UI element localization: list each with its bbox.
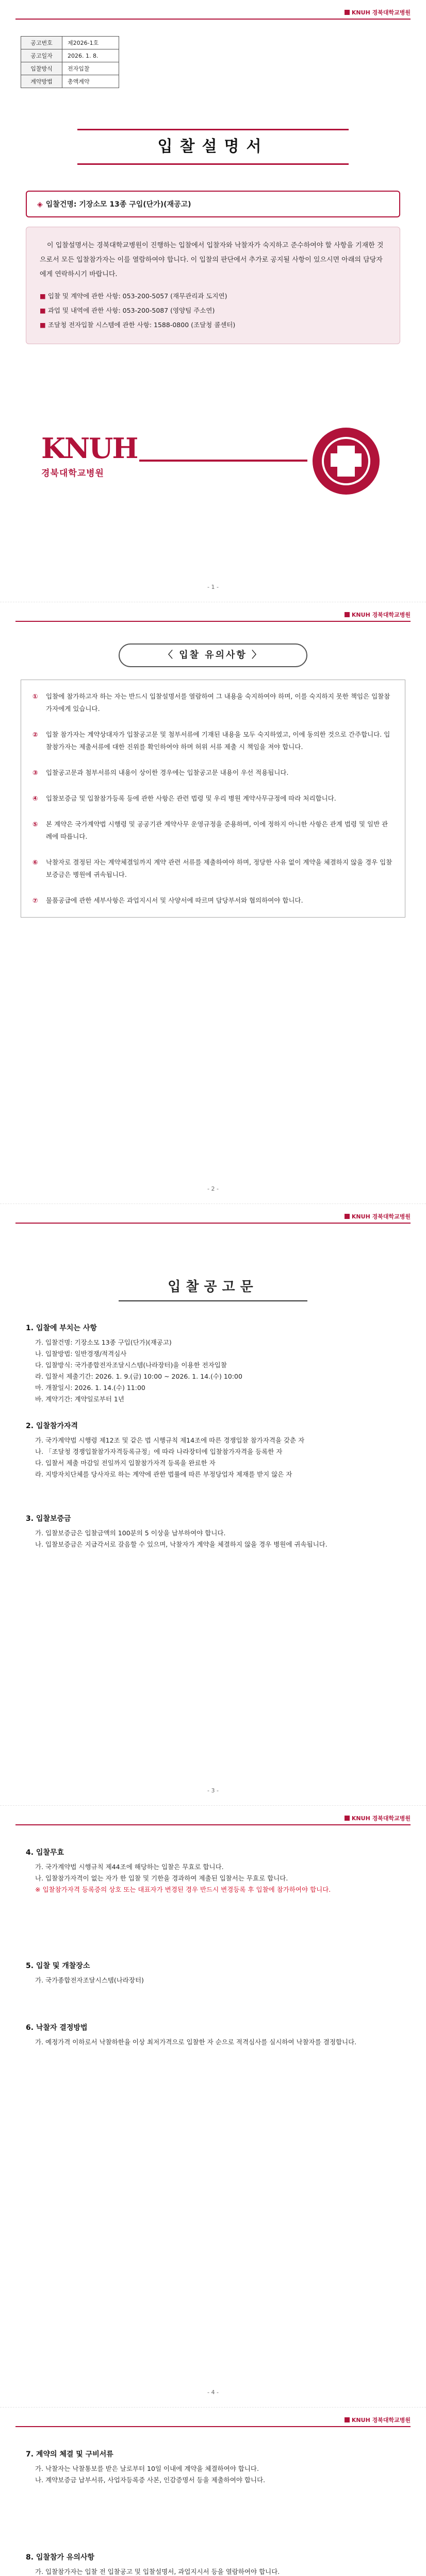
section-award: 6. 낙찰자 결정방법 가. 예정가격 이하로서 낙찰하한율 이상 최저가격으로 입찰한 자 순으로 적격심사를 실시하여 낙찰자를 결정합니다. (26, 2024, 357, 2046)
meta-row: 계약방법 총액계약 (21, 75, 119, 88)
section-notes: 8. 입찰참가 유의사항 가. 입찰참가자는 입찰 전 입찰공고 및 입찰설명서, 과업지시서 등을 열람하여야 합니다. (26, 2553, 280, 2575)
page-4 (0, 1805, 426, 2407)
document-meta-table (21, 36, 119, 88)
caution-item: ② 입찰 참가자는 계약상대자가 입찰공고문 및 첨부서류에 기재된 내용을 모두 숙지하였고, 이에 동의한 것으로 간주합니다. 입찰참가자는 제출서류에 대한 진위를 확인하여야 하며 허위 서류 제출 시 책임을 져야 합니다. (32, 731, 390, 751)
header-rule (15, 19, 411, 20)
section-contract: 7. 계약의 체결 및 구비서류 가. 낙찰자는 낙찰통보를 받은 날로부터 10일 이내에 계약을 체결하여야 합니다. 나. 계약보증금 납부서류, 사업자등록증 사본, 인감증명서 등을 제출하여야 합니다. (26, 2450, 266, 2484)
section-invalid-bid: 4. 입찰무효 가. 국가계약법 시행규칙 제44조에 해당하는 입찰은 무효로 합니다. 나. 입찰참가자격이 없는 자가 한 입찰 및 기한을 경과하여 제출된 입찰서는 무효로 합니다. ※ 입찰참가자격 등록증의 상호 또는 대표자가 변경된 경우 반드시 변경등록 후 입찰에 참가하여야 합니다. (26, 1847, 400, 1895)
section-bid-items: 1. 입찰에 부치는 사항 가. 입찰건명: 기장소모 13종 구입(단가)(재공고) 나. 입찰방법: 일반경쟁/적격심사 다. 입찰방식: 국가종합전자조달시스템(나라장터)을 이용한 전자입찰 라. 입찰서 제출기간: 2026. 1. 9.(금) 10:00 ~ 2026. 1. 14.(수) 10:00 마. 개찰일시: 2026. 1. 14.(수) 11:00 바. 계약기간: 계약일로부터 1년 (26, 1324, 242, 1403)
hospital-brand-block (41, 428, 385, 505)
page-3 (0, 1204, 426, 1805)
section-venue: 5. 입찰 및 개찰장소 가. 국가종합전자조달시스템(나라장터) (26, 1962, 144, 1984)
diamond-bullet-icon: ◈ (37, 200, 43, 209)
header-rule (15, 1223, 411, 1224)
section-deposit: 3. 입찰보증금 가. 입찰보증금은 입찰금액의 100분의 5 이상을 납부하여야 합니다. 나. 입찰보증금은 지급각서로 갈음할 수 있으며, 낙찰자가 계약을 체결하지 않을 경우 병원에 귀속됩니다. (26, 1515, 327, 1548)
square-bullet-icon: ■ (40, 292, 46, 300)
caution-item: ⑤ 본 계약은 국가계약법 시행령 및 공공기관 계약사무 운영규정을 준용하며, 이에 정하지 아니한 사항은 관계 법령 및 일반 관례에 따릅니다. (32, 820, 388, 840)
bid-name-box (26, 191, 400, 217)
page-number: - 3 - (207, 1787, 219, 1794)
bid-name: 입찰건명: 기장소모 13종 구입(단가)(재공고) (45, 200, 191, 209)
page-5 (0, 2407, 426, 2576)
caution-item: ⑥ 낙찰자로 결정된 자는 계약체결일까지 계약 관련 서류를 제출하여야 하며, 정당한 사유 없이 계약을 체결하지 않을 경우 입찰보증금은 병원에 귀속됩니다. (32, 858, 392, 878)
page-1 (0, 0, 426, 602)
header-rule (15, 2426, 411, 2427)
meta-row: 공고일자 2026. 1. 8. (21, 49, 119, 62)
square-bullet-icon: ■ (40, 307, 46, 314)
header-logo: KNUH 경북대학교병원 (345, 2416, 411, 2424)
hospital-emblem-icon (313, 428, 380, 495)
header-logo: KNUH 경북대학교병원 (345, 8, 411, 16)
brand-rule (139, 460, 307, 462)
header-logo: KNUH 경북대학교병원 (345, 611, 411, 619)
header-logo: KNUH 경북대학교병원 (345, 1212, 411, 1221)
header-logo: KNUH 경북대학교병원 (345, 1814, 411, 1822)
caution-item: ③ 입찰공고문과 첨부서류의 내용이 상이한 경우에는 입찰공고문 내용이 우선 적용됩니다. (32, 769, 289, 776)
intro-box (26, 227, 400, 344)
header-rule (15, 621, 411, 622)
meta-row: 입찰방식 전자입찰 (21, 62, 119, 75)
announcement-title: 입찰공고문 (119, 1276, 307, 1301)
meta-row: 공고번호 제2026-1호 (21, 37, 119, 49)
page-number: - 4 - (207, 2389, 219, 2396)
caution-item: ⑦ 물품공급에 관한 세부사항은 과업지시서 및 사양서에 따르며 담당부서와 협의하여야 합니다. (32, 896, 303, 904)
contact-line: ■ 과업 및 내역에 관한 사항: 053-200-5087 (영양팀 주소연) (40, 307, 215, 314)
contact-line: ■ 조달청 전자입찰 시스템에 관한 사항: 1588-0800 (조달청 콜센터) (40, 321, 236, 329)
caution-item: ④ 입찰보증금 및 입찰참가등록 등에 관한 사항은 관련 법령 및 우리 병원 계약사무규정에 따라 처리합니다. (32, 794, 336, 802)
intro-paragraph: 이 입찰설명서는 경북대학교병원이 진행하는 입찰에서 입찰자와 낙찰자가 숙지하고 준수하여야 할 사항을 기재한 것으로서 모든 입찰참가자는 이를 열람하여야 합니다. 이 입찰의 판단에서 추가로 공지될 사항이 있으시면 아래의 담당자에게 연락하시기 바랍니다. (40, 242, 384, 278)
contact-line: ■ 입찰 및 계약에 관한 사항: 053-200-5057 (재무관리과 도지연) (40, 292, 227, 300)
warning-note: ※ 입찰참가자격 등록증의 상호 또는 대표자가 변경된 경우 반드시 변경등록 후 입찰에 참가하여야 합니다. (35, 1886, 331, 1893)
section-eligibility: 2. 입찰참가자격 가. 국가계약법 시행령 제12조 및 같은 법 시행규칙 제14조에 따른 경쟁입찰 참가자격을 갖춘 자 나. 「조달청 경쟁입찰참가자격등록규정」에 따라 나라장터에 입찰참가자격을 등록한 자 다. 입찰서 제출 마감일 전일까지 입찰참가자격 등록을 완료한 자 라. 지방자치단체를 당사자로 하는 계약에 관한 법률에 따른 부정당업자 제재를 받지 않은 자 (26, 1422, 305, 1478)
page-number: - 1 - (207, 584, 219, 590)
hospital-logo: KNUH 경북대학교병원 (41, 432, 138, 479)
page-2 (0, 602, 426, 1204)
page-number: - 2 - (207, 1185, 219, 1192)
document-title: 입찰설명서 (77, 129, 349, 165)
square-bullet-icon: ■ (40, 321, 46, 329)
caution-item: ① 입찰에 참가하고자 하는 자는 반드시 입찰설명서를 열람하여 그 내용을 숙지하여야 하며, 이를 숙지하지 못한 책임은 입찰참가자에게 있습니다. (32, 692, 390, 713)
header-rule (15, 1824, 411, 1825)
caution-list (21, 680, 405, 918)
caution-title: 〈 입찰 유의사항 〉 (119, 643, 307, 667)
